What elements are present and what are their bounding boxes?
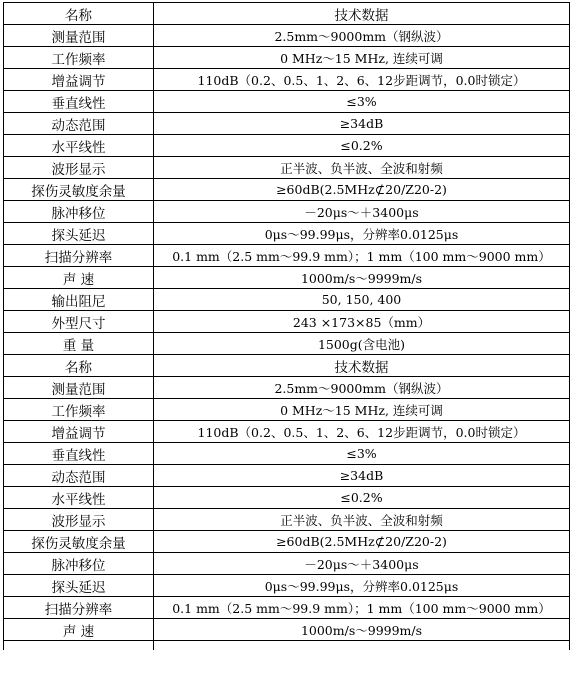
spec-table — [3, 2, 570, 650]
spec-name-cell: 外型尺寸 — [4, 311, 154, 333]
spec-name-cell: 探伤灵敏度余量 — [4, 179, 154, 201]
table-row — [4, 69, 570, 91]
spec-name-cell: 水平线性 — [4, 135, 154, 157]
table-row — [4, 47, 570, 69]
table-row — [4, 3, 570, 25]
table-row-partial — [4, 641, 570, 651]
spec-value-cell: 1500g(含电池) — [154, 333, 570, 355]
spec-name-cell: 垂直线性 — [4, 443, 154, 465]
table-row — [4, 619, 570, 641]
table-row — [4, 289, 570, 311]
table-row — [4, 509, 570, 531]
table-row — [4, 223, 570, 245]
table-row — [4, 179, 570, 201]
table-row — [4, 201, 570, 223]
spec-name-cell — [4, 641, 154, 651]
table-row — [4, 597, 570, 619]
table-row — [4, 399, 570, 421]
spec-name-cell: 声 速 — [4, 267, 154, 289]
table-row — [4, 377, 570, 399]
spec-name-cell: 脉冲移位 — [4, 201, 154, 223]
table-row — [4, 487, 570, 509]
table-row — [4, 333, 570, 355]
spec-value-cell: ≥34dB — [154, 113, 570, 135]
spec-name-cell: 名称 — [4, 3, 154, 25]
table-row — [4, 113, 570, 135]
spec-value-cell: 0μs～99.99μs，分辨率0.0125μs — [154, 223, 570, 245]
spec-name-cell: 探头延迟 — [4, 575, 154, 597]
spec-value-cell: ≥60dB(2.5MHz⊄20/Z20-2) — [154, 531, 570, 553]
table-row — [4, 245, 570, 267]
spec-table-body — [4, 3, 570, 651]
table-row — [4, 443, 570, 465]
spec-name-cell: 名称 — [4, 355, 154, 377]
spec-value-cell — [154, 641, 570, 651]
spec-value-cell: 1000m/s～9999m/s — [154, 619, 570, 641]
spec-value-cell: 1000m/s～9999m/s — [154, 267, 570, 289]
spec-name-cell: 声 速 — [4, 619, 154, 641]
spec-name-cell: 增益调节 — [4, 69, 154, 91]
spec-value-cell: ≤3% — [154, 443, 570, 465]
spec-value-cell: 2.5mm～9000mm（钢纵波） — [154, 25, 570, 47]
spec-value-cell: 0.1 mm（2.5 mm～99.9 mm）；1 mm（100 mm～9000 mm） — [154, 597, 570, 619]
table-row — [4, 157, 570, 179]
table-row — [4, 575, 570, 597]
spec-value-cell: ≥34dB — [154, 465, 570, 487]
table-row — [4, 311, 570, 333]
spec-name-cell: 水平线性 — [4, 487, 154, 509]
spec-name-cell: 探头延迟 — [4, 223, 154, 245]
spec-name-cell: 扫描分辨率 — [4, 597, 154, 619]
spec-name-cell: 增益调节 — [4, 421, 154, 443]
spec-name-cell: 扫描分辨率 — [4, 245, 154, 267]
spec-name-cell: 垂直线性 — [4, 91, 154, 113]
spec-value-cell: ≤0.2% — [154, 135, 570, 157]
spec-name-cell: 探伤灵敏度余量 — [4, 531, 154, 553]
spec-name-cell: 重 量 — [4, 333, 154, 355]
spec-value-cell: 110dB（0.2、0.5、1、2、6、12步距调节，0.0时锁定） — [154, 69, 570, 91]
table-row — [4, 355, 570, 377]
spec-name-cell: 测量范围 — [4, 377, 154, 399]
spec-value-cell: ≤0.2% — [154, 487, 570, 509]
table-row — [4, 267, 570, 289]
spec-name-cell: 工作频率 — [4, 47, 154, 69]
table-row — [4, 465, 570, 487]
spec-value-cell: 0 MHz～15 MHz, 连续可调 — [154, 399, 570, 421]
table-row — [4, 421, 570, 443]
spec-value-cell: －20μs～＋3400μs — [154, 201, 570, 223]
table-row — [4, 25, 570, 47]
spec-name-cell: 测量范围 — [4, 25, 154, 47]
table-row — [4, 135, 570, 157]
spec-name-cell: 波形显示 — [4, 157, 154, 179]
spec-name-cell: 动态范围 — [4, 465, 154, 487]
spec-value-cell: 正半波、负半波、全波和射频 — [154, 157, 570, 179]
spec-value-cell: 技术数据 — [154, 355, 570, 377]
spec-name-cell: 脉冲移位 — [4, 553, 154, 575]
spec-value-cell: 0 MHz～15 MHz, 连续可调 — [154, 47, 570, 69]
table-row — [4, 553, 570, 575]
spec-value-cell: 243 ×173×85（mm） — [154, 311, 570, 333]
table-row — [4, 531, 570, 553]
spec-value-cell: 50, 150, 400 — [154, 289, 570, 311]
spec-name-cell: 输出阻尼 — [4, 289, 154, 311]
spec-value-cell: 技术数据 — [154, 3, 570, 25]
spec-value-cell: 正半波、负半波、全波和射频 — [154, 509, 570, 531]
spec-value-cell: 0μs～99.99μs，分辨率0.0125μs — [154, 575, 570, 597]
spec-value-cell: 110dB（0.2、0.5、1、2、6、12步距调节，0.0时锁定） — [154, 421, 570, 443]
spec-name-cell: 工作频率 — [4, 399, 154, 421]
spec-value-cell: 0.1 mm（2.5 mm～99.9 mm）；1 mm（100 mm～9000 mm） — [154, 245, 570, 267]
spec-value-cell: ≥60dB(2.5MHz⊄20/Z20-2) — [154, 179, 570, 201]
table-row — [4, 91, 570, 113]
spec-name-cell: 波形显示 — [4, 509, 154, 531]
spec-value-cell: －20μs～＋3400μs — [154, 553, 570, 575]
spec-value-cell: ≤3% — [154, 91, 570, 113]
spec-name-cell: 动态范围 — [4, 113, 154, 135]
spec-value-cell: 2.5mm～9000mm（钢纵波） — [154, 377, 570, 399]
